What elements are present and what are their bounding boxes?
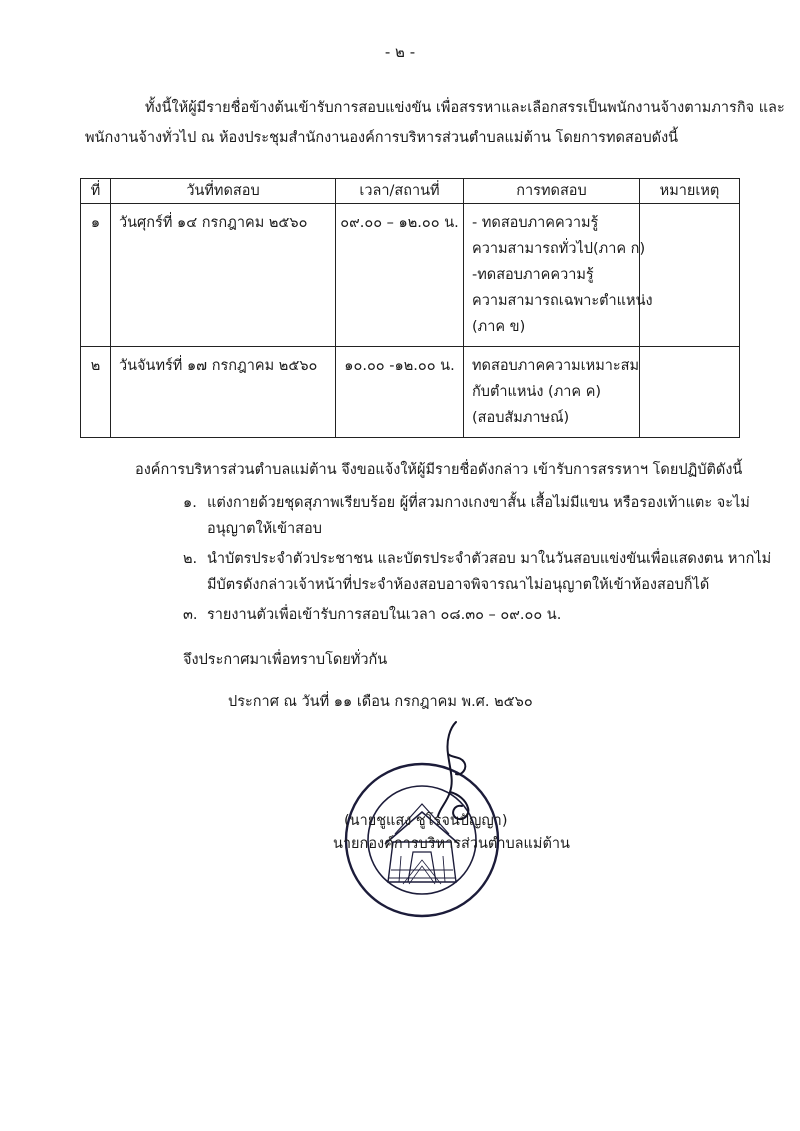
signer-name: (นายชูแสง ชูโรจนปัญญา) (344, 813, 508, 829)
list-item-number: ๒. (183, 551, 198, 567)
cell-no: ๒ (81, 347, 111, 438)
cell-test (464, 204, 653, 347)
cell-time: ๑๐.๐๐ -๑๒.๐๐ น. (336, 347, 464, 438)
list-item-number: ๓. (183, 607, 198, 623)
test-line: - ทดสอบภาคความรู้ (472, 215, 599, 231)
table-row (81, 347, 740, 438)
header-remark: หมายเหตุ (640, 179, 740, 204)
signer-title: นายกองค์การบริหารส่วนตำบลแม่ต้าน (333, 836, 570, 852)
test-line: กับตำแหน่ง (ภาค ค) (472, 384, 602, 400)
list-item (183, 490, 771, 542)
list-item-line: นำบัตรประจำตัวประชาชน และบัตรประจำตัวสอบ มาในวันสอบแข่งขันเพื่อแสดงตน หากไม่ (207, 551, 772, 567)
header-date: วันที่ทดสอบ (111, 179, 336, 204)
table-header-row (81, 179, 740, 204)
list-item (183, 546, 771, 598)
header-time-place: เวลา/สถานที่ (336, 179, 464, 204)
list-item (183, 602, 771, 628)
intro-line-2: พนักงานจ้างทั่วไป ณ ห้องประชุมสำนักงานองค์การบริหารส่วนตำบลแม่ต้าน โดยการทดสอบดังนี้ (85, 130, 679, 146)
test-line: -ทดสอบภาคความรู้ (472, 267, 594, 283)
header-test: การทดสอบ (464, 179, 640, 204)
exam-schedule-table (80, 178, 740, 438)
cell-remark (640, 204, 740, 347)
instructions-list (183, 490, 771, 628)
intro-line-1: ทั้งนี้ให้ผู้มีรายชื่อข้างต้นเข้ารับการสอบแข่งขัน เพื่อสรรหาและเลือกสรรเป็นพนักงานจ้างตามภารกิจ และ (145, 100, 785, 116)
test-line: ความสามารถทั่วไป(ภาค ก) (472, 241, 646, 257)
test-line: (สอบสัมภาษณ์) (472, 410, 570, 426)
closing-statement: จึงประกาศมาเพื่อทราบโดยทั่วกัน (183, 652, 388, 668)
cell-test (464, 347, 640, 438)
page-number: - ๒ - (384, 43, 416, 61)
cell-date: วันศุกร์ที่ ๑๔ กรกฎาคม ๒๕๖๐ (111, 204, 336, 347)
list-item-line: มีบัตรดังกล่าวเจ้าหน้าที่ประจำห้องสอบอาจพิจารณาไม่อนุญาตให้เข้าห้องสอบก็ได้ (207, 577, 710, 593)
cell-remark (640, 347, 740, 438)
list-item-line: รายงานตัวเพื่อเข้ารับการสอบในเวลา ๐๘.๓๐ – ๐๙.๐๐ น. (207, 607, 562, 623)
test-line: ทดสอบภาคความเหมาะสม (472, 358, 640, 374)
cell-no: ๑ (81, 204, 111, 347)
list-item-line: แต่งกายด้วยชุดสุภาพเรียบร้อย ผู้ที่สวมกางเกงขาสั้น เสื้อไม่มีแขน หรือรองเท้าแตะ จะไม่ (207, 495, 750, 511)
announcement-date: ประกาศ ณ วันที่ ๑๑ เดือน กรกฎาคม พ.ศ. ๒๕๖๐ (228, 694, 533, 710)
test-line: ความสามารถเฉพาะตำแหน่ง (472, 293, 653, 309)
test-line: (ภาค ข) (472, 319, 526, 335)
instructions-intro: องค์การบริหารส่วนตำบลแม่ต้าน จึงขอแจ้งให้ผู้มีรายชื่อดังกล่าว เข้ารับการสรรหาฯ โดยปฏิบัติดังนี้ (135, 462, 743, 478)
list-item-line: อนุญาตให้เข้าสอบ (207, 521, 322, 537)
cell-date: วันจันทร์ที่ ๑๗ กรกฎาคม ๒๕๖๐ (111, 347, 336, 438)
table-row (81, 204, 740, 347)
header-no: ที่ (81, 179, 111, 204)
list-item-number: ๑. (183, 495, 197, 511)
cell-time: ๐๙.๐๐ – ๑๒.๐๐ น. (336, 204, 464, 347)
